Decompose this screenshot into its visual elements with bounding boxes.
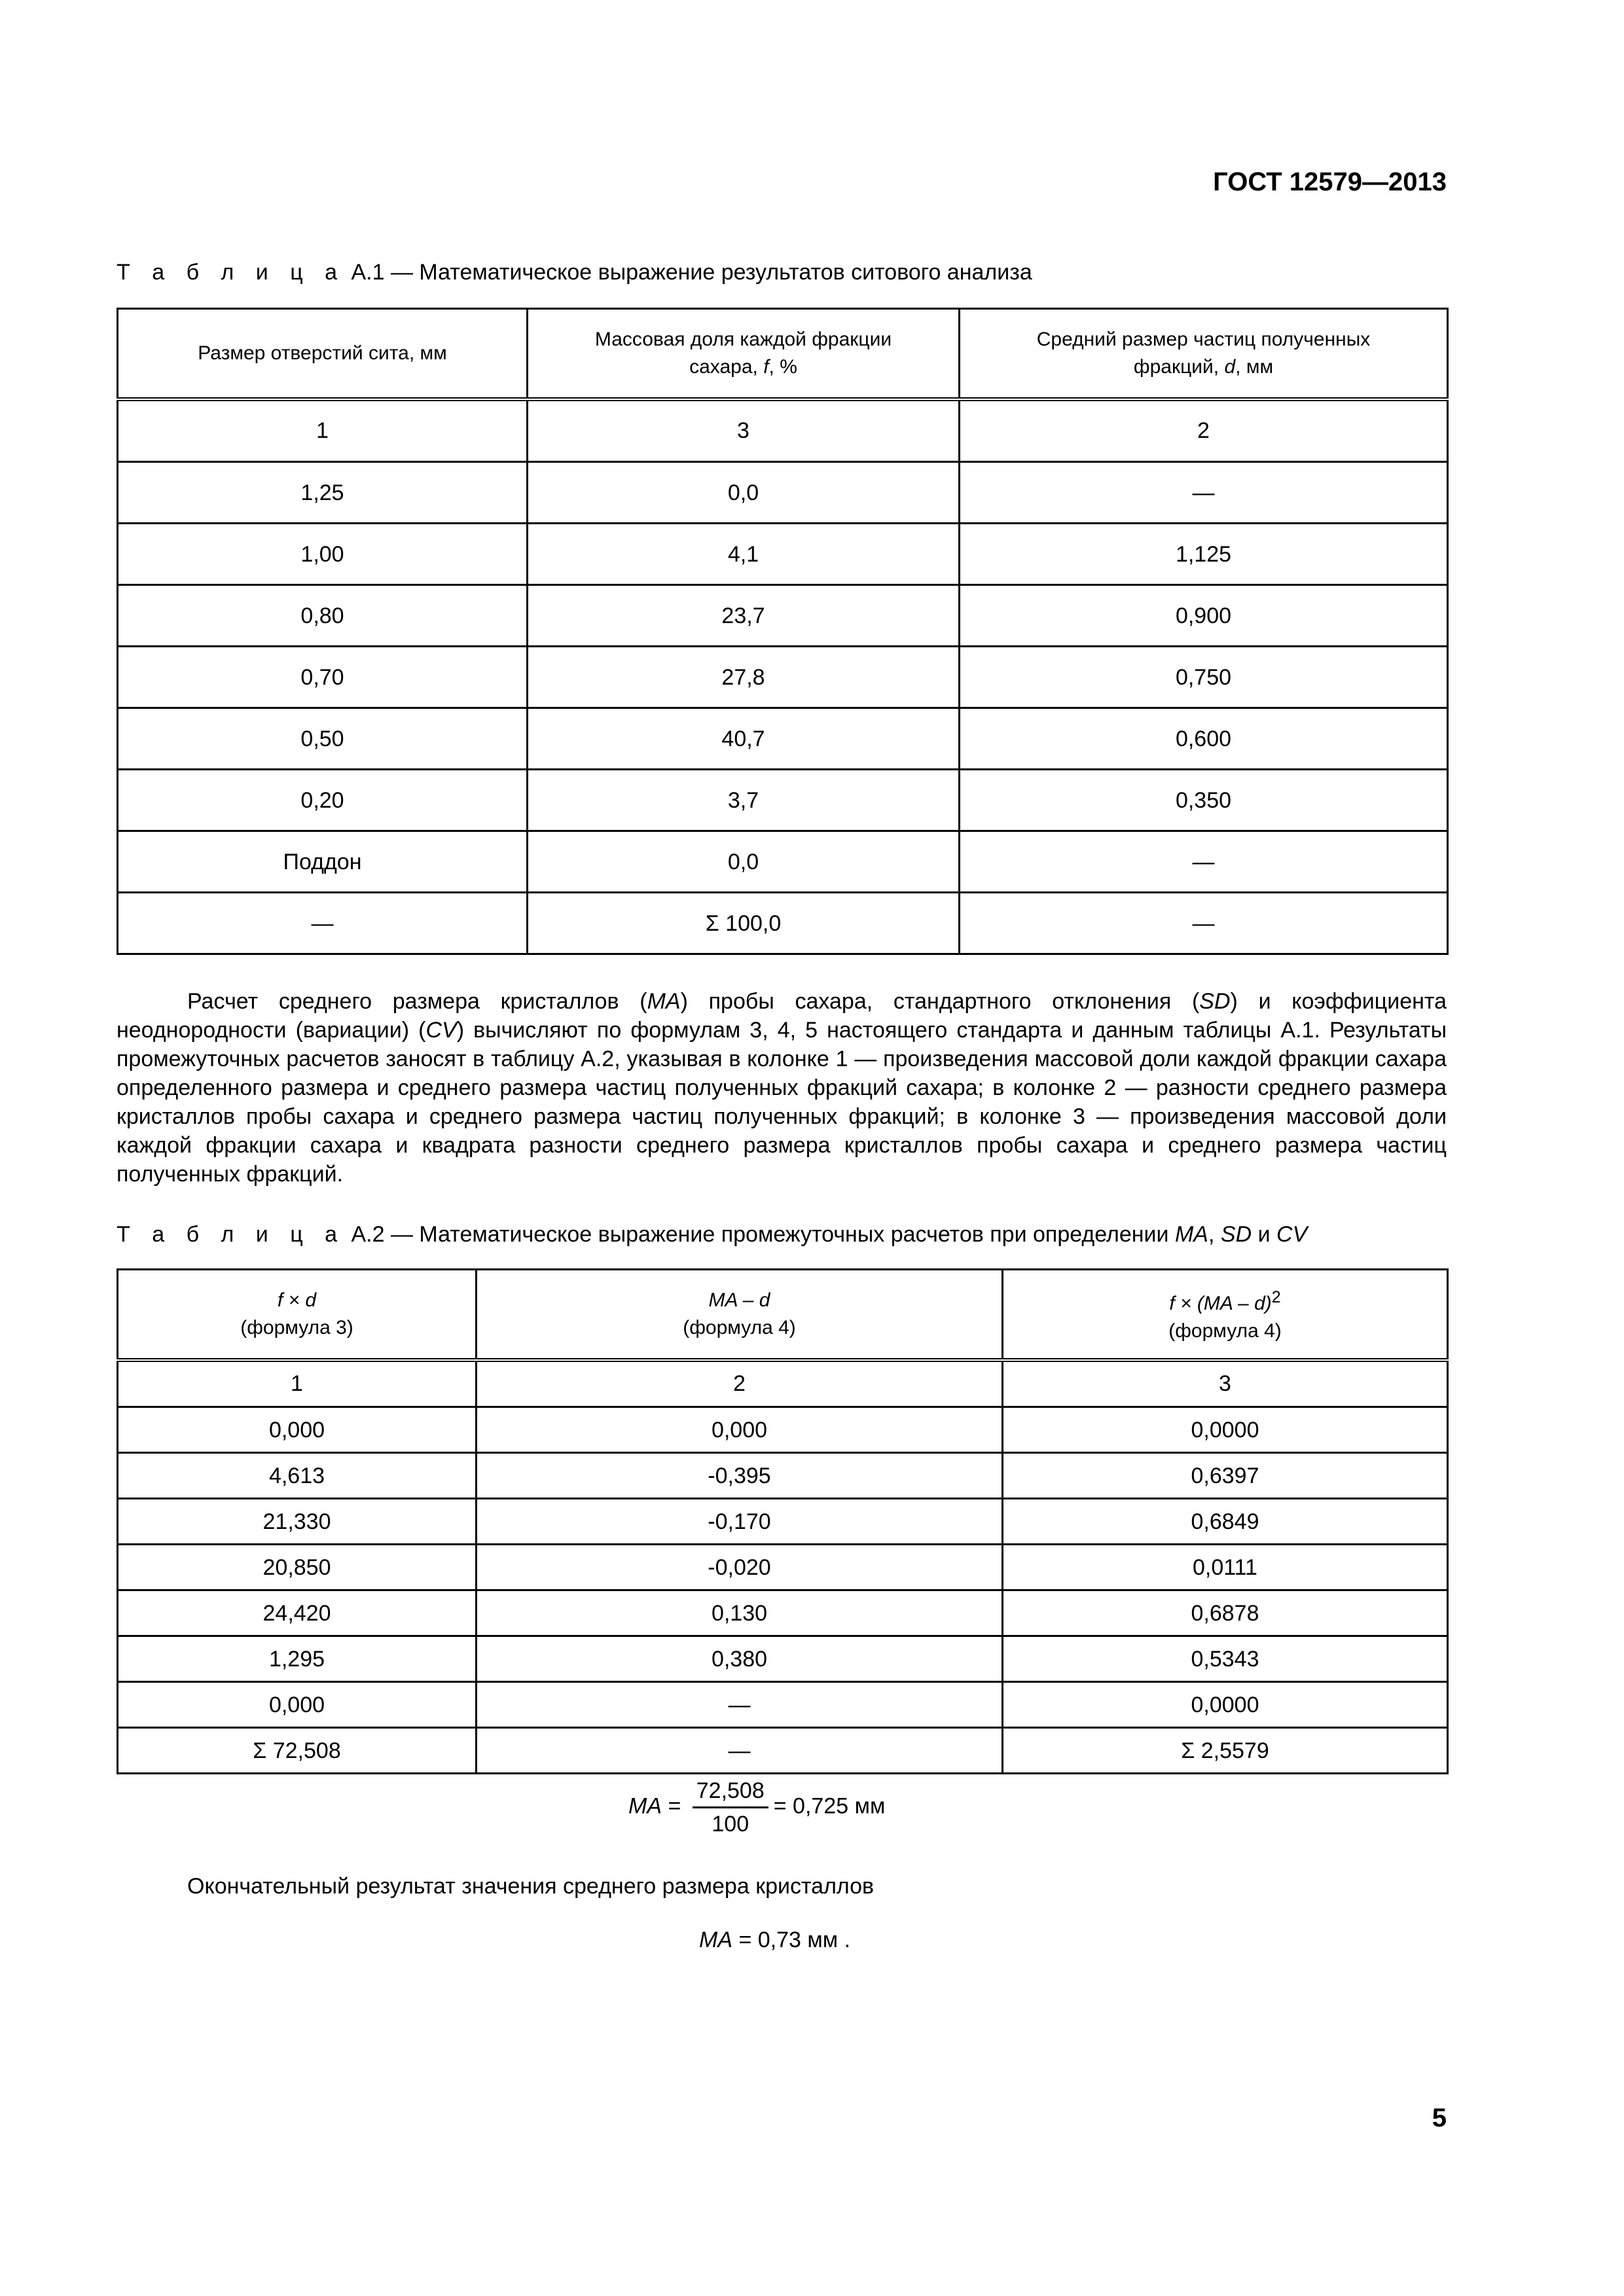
table-cell: 3 (1003, 1360, 1448, 1407)
table-cell: — (960, 462, 1448, 524)
table-cell: 0,600 (960, 708, 1448, 770)
header-text: , мм (1235, 355, 1274, 378)
table-a1-numbering-row (118, 399, 1448, 462)
table-a1-header-sieve (118, 309, 528, 399)
table-cell: 0,0 (528, 462, 960, 524)
table-a2-header-col1 (118, 1270, 477, 1360)
fraction-numerator: 72,508 (693, 1775, 768, 1808)
table-cell: 0,0111 (1003, 1545, 1448, 1590)
table-a2-header-col2 (477, 1270, 1003, 1360)
paragraph-var: MA (647, 989, 681, 1014)
table-row (118, 1636, 1448, 1682)
header-text: Размер отверстий сита, мм (198, 342, 447, 364)
document-standard-id: ГОСТ 12579—2013 (1213, 168, 1447, 196)
table-cell: 3,7 (528, 770, 960, 831)
table-a1-header-mass-fraction (528, 309, 960, 399)
table-a1-header-particle-size (960, 309, 1448, 399)
table-cell: 21,330 (118, 1499, 477, 1545)
formula-var: MA (699, 1928, 732, 1952)
table-a2-header-col3 (1003, 1270, 1448, 1360)
paragraph-var: SD (1199, 989, 1231, 1014)
table-cell: 1 (118, 1360, 477, 1407)
table-cell: 2 (477, 1360, 1003, 1407)
table-cell: 0,6878 (1003, 1590, 1448, 1636)
caption-var: MA (1174, 1222, 1208, 1247)
header-expr: f × ( (1169, 1292, 1204, 1314)
caption-text: , (1208, 1222, 1221, 1247)
header-note: (формула 4) (683, 1316, 796, 1338)
table-a1 (117, 308, 1449, 955)
table-cell: 0,750 (960, 647, 1448, 708)
table-cell: 0,130 (477, 1590, 1003, 1636)
table-a1-header-row (118, 309, 1448, 399)
caption-var: CV (1276, 1222, 1308, 1247)
table-row (118, 1453, 1448, 1499)
table-row-total (118, 1728, 1448, 1774)
table-cell: 2 (960, 399, 1448, 462)
table-row (118, 831, 1448, 893)
table-row (118, 1545, 1448, 1590)
table-cell: 0,380 (477, 1636, 1003, 1682)
table-cell: -0,020 (477, 1545, 1003, 1590)
header-text: фракций, (1133, 355, 1225, 378)
table-row (118, 1590, 1448, 1636)
header-text: , % (768, 355, 797, 378)
header-expr: ) (1265, 1292, 1272, 1314)
table-cell: 1,125 (960, 524, 1448, 585)
table-cell: -0,170 (477, 1499, 1003, 1545)
table-a2-caption-prefix: Т а б л и ц а (117, 1222, 346, 1247)
page-number: 5 (1432, 2104, 1447, 2132)
table-cell: Σ 2,5579 (1003, 1728, 1448, 1774)
table-cell: 0,000 (477, 1407, 1003, 1453)
table-row (118, 524, 1448, 585)
table-row (118, 647, 1448, 708)
paragraph-text: ) и коэффициента неоднородности (вариации) ( (117, 989, 1447, 1043)
header-expr: MA – d (708, 1289, 770, 1311)
final-ma-formula (699, 1924, 850, 1956)
table-a1-caption-title: А.1 — Математическое выражение результатов ситового анализа (345, 260, 1032, 285)
table-row (118, 585, 1448, 647)
caption-var: SD (1220, 1222, 1252, 1247)
table-cell: — (960, 893, 1448, 954)
table-cell: 1,00 (118, 524, 528, 585)
table-a2-caption (117, 1219, 1447, 1250)
table-cell: 0,350 (960, 770, 1448, 831)
header-note: (формула 3) (240, 1316, 353, 1338)
table-row (118, 1407, 1448, 1453)
table-row-total (118, 893, 1448, 954)
table-cell: 0,900 (960, 585, 1448, 647)
table-cell: 27,8 (528, 647, 960, 708)
fraction-denominator: 100 (712, 1812, 749, 1837)
table-cell: 1,295 (118, 1636, 477, 1682)
table-cell: 20,850 (118, 1545, 477, 1590)
caption-text: и (1252, 1222, 1277, 1247)
table-cell: 0,6397 (1003, 1453, 1448, 1499)
table-a2-caption-title: А.2 — Математическое выражение промежуточных расчетов при определении (345, 1222, 1175, 1247)
ma-formula (628, 1775, 885, 1840)
table-cell: 1 (118, 399, 528, 462)
header-text: Массовая доля каждой фракции (594, 328, 892, 350)
formula-text: = 0,73 мм . (732, 1928, 851, 1952)
table-cell: 0,70 (118, 647, 528, 708)
header-var: d (1224, 355, 1236, 378)
formula-text: = 0,725 мм (773, 1793, 886, 1819)
table-cell: 0,000 (118, 1407, 477, 1453)
table-cell: 0,80 (118, 585, 528, 647)
final-result-text: Окончательный результат значения среднего размера кристаллов (187, 1874, 875, 1899)
table-cell: — (118, 893, 528, 954)
table-a2-numbering-row (118, 1360, 1448, 1407)
table-row (118, 708, 1448, 770)
table-cell: 4,1 (528, 524, 960, 585)
table-a2 (117, 1268, 1449, 1774)
table-cell: 40,7 (528, 708, 960, 770)
table-a2-header-row (118, 1270, 1448, 1360)
header-note: (формула 4) (1168, 1319, 1282, 1342)
table-row (118, 1499, 1448, 1545)
paragraph-text: Расчет среднего размера кристаллов ( (187, 989, 647, 1014)
table-cell: 0,0 (528, 831, 960, 893)
table-a1-caption-prefix: Т а б л и ц а (117, 260, 346, 285)
table-cell: Σ 72,508 (118, 1728, 477, 1774)
table-cell: — (477, 1682, 1003, 1728)
table-cell: 23,7 (528, 585, 960, 647)
header-text: Средний размер частиц полученных (1036, 328, 1371, 350)
table-cell: Σ 100,0 (528, 893, 960, 954)
table-cell: 4,613 (118, 1453, 477, 1499)
header-var: f (763, 355, 769, 378)
table-cell: 1,25 (118, 462, 528, 524)
formula-var: MA (628, 1793, 662, 1819)
table-row (118, 770, 1448, 831)
table-cell: Поддон (118, 831, 528, 893)
table-cell: — (477, 1728, 1003, 1774)
table-row (118, 1682, 1448, 1728)
table-cell: 0,5343 (1003, 1636, 1448, 1682)
paragraph-text: ) вычисляют по формулам 3, 4, 5 настоящего стандарта и данным таблицы А.1. Результаты промежуточных расчетов заносят в таблицу А.2, указывая в колонке 1 — произведения массовой доли каждой фракции сахара определенного размера и среднего размера частиц полученных фракций сахара; в колонке 2 — разности среднего размера кристаллов пробы сахара и среднего размера частиц полученных фракций; в колонке 3 — произведения массовой доли каждой фракции сахара и квадрата разности среднего размера кристаллов пробы сахара и среднего размера частиц полученных фракций. (117, 1018, 1447, 1187)
table-cell: 0,50 (118, 708, 528, 770)
table-cell: 0,000 (118, 1682, 477, 1728)
table-cell: — (960, 831, 1448, 893)
table-row (118, 462, 1448, 524)
table-cell: 3 (528, 399, 960, 462)
calculation-description-paragraph (117, 987, 1447, 1189)
table-cell: 0,20 (118, 770, 528, 831)
paragraph-var: CV (425, 1018, 457, 1043)
header-exponent: 2 (1271, 1287, 1281, 1306)
paragraph-text: ) пробы сахара, стандартного отклонения ( (680, 989, 1200, 1014)
header-expr: MA – d (1203, 1292, 1265, 1314)
formula-fraction (693, 1775, 768, 1840)
table-cell: 0,0000 (1003, 1407, 1448, 1453)
table-cell: 0,6849 (1003, 1499, 1448, 1545)
header-text: сахара, (689, 355, 764, 378)
table-cell: 24,420 (118, 1590, 477, 1636)
table-a1-caption (117, 257, 1447, 288)
table-cell: 0,0000 (1003, 1682, 1448, 1728)
table-cell: -0,395 (477, 1453, 1003, 1499)
header-expr: f × d (277, 1289, 317, 1311)
formula-text: = (662, 1793, 687, 1819)
